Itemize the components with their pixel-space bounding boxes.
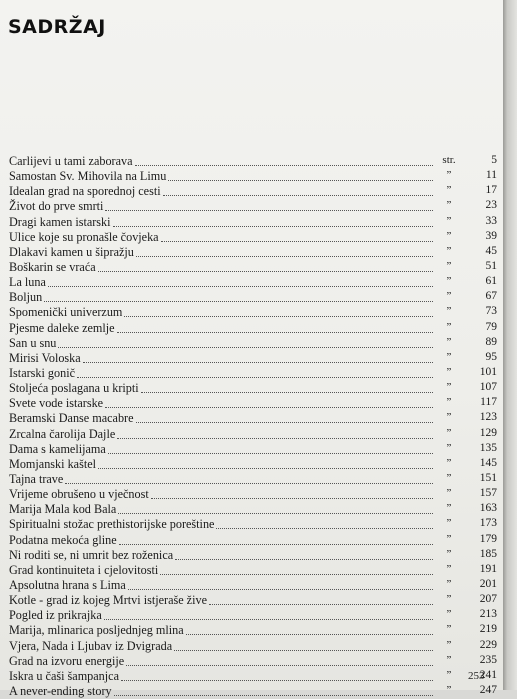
toc-entry bbox=[9, 351, 497, 366]
dot-leader bbox=[216, 526, 433, 529]
toc-entry-page-number: 89 bbox=[485, 335, 497, 348]
toc-entry-page-prefix: ” bbox=[446, 305, 452, 318]
toc-entry-page-number: 179 bbox=[479, 532, 497, 545]
toc-entry-page-number: 33 bbox=[485, 214, 497, 227]
toc-entry-page-prefix: ” bbox=[446, 638, 452, 651]
dot-leader bbox=[209, 602, 433, 605]
toc-entry-title: Tajna trave bbox=[9, 471, 64, 486]
toc-entry bbox=[9, 411, 497, 426]
toc-entry-page-number: 5 bbox=[491, 154, 497, 166]
toc-entry-page-prefix: ” bbox=[446, 608, 452, 621]
dot-leader bbox=[141, 390, 433, 393]
toc-entry bbox=[9, 154, 497, 169]
toc-entry-page-number: 219 bbox=[479, 623, 497, 636]
dot-leader bbox=[117, 436, 433, 439]
toc-entry-page-prefix: ” bbox=[446, 290, 452, 303]
toc-entry bbox=[9, 396, 497, 411]
toc-entry bbox=[9, 593, 497, 608]
toc-entry-title: Spomenički univerzum bbox=[9, 305, 123, 320]
toc-entry bbox=[9, 639, 497, 654]
toc-entry-page-prefix: ” bbox=[446, 411, 452, 424]
dot-leader bbox=[48, 284, 433, 287]
toc-entry bbox=[9, 366, 497, 381]
toc-entry-page-prefix: ” bbox=[446, 471, 452, 484]
toc-entry-title: Grad na izvoru energije bbox=[9, 653, 125, 668]
toc-entry bbox=[9, 684, 497, 699]
toc-entry-page-number: 229 bbox=[479, 638, 497, 651]
toc-entry bbox=[9, 184, 497, 199]
toc-entry bbox=[9, 457, 497, 472]
toc-entry-page-prefix: ” bbox=[446, 562, 452, 575]
toc-entry-page-number: 51 bbox=[485, 259, 497, 272]
dot-leader bbox=[108, 451, 433, 454]
toc-entry bbox=[9, 245, 497, 260]
toc-entry-title: Samostan Sv. Mihovila na Limu bbox=[9, 169, 167, 184]
toc-entry bbox=[9, 381, 497, 396]
dot-leader bbox=[105, 208, 433, 211]
dot-leader bbox=[98, 466, 433, 469]
toc-entry-title: Pogled iz prikrajka bbox=[9, 608, 102, 623]
toc-entry-page-prefix: ” bbox=[446, 229, 452, 242]
toc-entry bbox=[9, 502, 497, 517]
dot-leader bbox=[118, 511, 433, 514]
toc-entry bbox=[9, 623, 497, 638]
toc-entry-page-number: 173 bbox=[479, 517, 497, 530]
toc-entry bbox=[9, 321, 497, 336]
toc-entry-page-prefix: ” bbox=[446, 547, 452, 560]
toc-entry-title: Beramski Danse macabre bbox=[9, 411, 134, 426]
toc-entry-title: Dama s kamelijama bbox=[9, 441, 106, 456]
toc-entry bbox=[9, 472, 497, 487]
toc-entry-page-prefix: ” bbox=[446, 653, 452, 666]
toc-entry-page-prefix: ” bbox=[446, 668, 452, 681]
dot-leader bbox=[77, 375, 433, 378]
toc-entry-page-number: 201 bbox=[479, 577, 497, 590]
toc-entry-title: Iskra u čaši šampanjca bbox=[9, 668, 119, 683]
toc-entry-page-prefix: ” bbox=[446, 169, 452, 182]
toc-entry bbox=[9, 608, 497, 623]
toc-entry bbox=[9, 442, 497, 457]
toc-entry bbox=[9, 533, 497, 548]
dot-leader bbox=[136, 420, 433, 423]
toc-entry-page-number: 11 bbox=[485, 169, 497, 182]
toc-entry-page-number: 207 bbox=[479, 593, 497, 606]
toc-entry bbox=[9, 563, 497, 578]
toc-entry-page-number: 67 bbox=[485, 290, 497, 303]
toc-entry-page-prefix: ” bbox=[446, 577, 452, 590]
toc-entry-title: Carlijevi u tami zaborava bbox=[9, 154, 133, 168]
dot-leader bbox=[151, 496, 433, 499]
toc-entry-title: Zrcalna čarolija Dajle bbox=[9, 426, 116, 441]
toc-entry-page-prefix: ” bbox=[446, 275, 452, 288]
toc-entry-title: Momjanski kaštel bbox=[9, 456, 96, 471]
dot-leader bbox=[160, 572, 433, 575]
toc-entry-title: Ni roditi se, ni umrit bez roženica bbox=[9, 547, 174, 562]
toc-entry-page-number: 61 bbox=[485, 275, 497, 288]
toc-entry-page-number: 129 bbox=[479, 426, 497, 439]
toc-entry-page-number: 123 bbox=[479, 411, 497, 424]
toc-entry-page-prefix: ” bbox=[446, 365, 452, 378]
toc-entry bbox=[9, 275, 497, 290]
toc-entry bbox=[9, 578, 497, 593]
toc-entry-page-prefix: ” bbox=[446, 396, 452, 409]
toc-entry-title: San u snu bbox=[9, 335, 57, 350]
dot-leader bbox=[83, 360, 433, 363]
dot-leader bbox=[128, 587, 433, 590]
toc-entry-title: A never-ending story bbox=[9, 683, 112, 698]
toc-entry-title: Vrijeme obrušeno u vječnost bbox=[9, 487, 149, 502]
dot-leader bbox=[186, 632, 433, 635]
toc-entry-title: Apsolutna hrana s Lima bbox=[9, 577, 126, 592]
toc-entry-page-number: 95 bbox=[485, 350, 497, 363]
toc-entry-page-prefix: ” bbox=[446, 426, 452, 439]
toc-entry-page-number: 39 bbox=[485, 229, 497, 242]
toc-entry bbox=[9, 517, 497, 532]
dot-leader bbox=[136, 254, 433, 257]
page-number: 253 bbox=[468, 670, 485, 682]
toc-entry-page-number: 191 bbox=[479, 562, 497, 575]
dot-leader bbox=[98, 269, 433, 272]
toc-entry-title: Ulice koje su pronašle čovjeka bbox=[9, 229, 159, 244]
toc-entry-page-prefix: ” bbox=[446, 487, 452, 500]
toc-entry-title: Spiritualni stožac prethistorijske poreštine bbox=[9, 517, 215, 532]
toc-entry-title: Istarski gonič bbox=[9, 365, 76, 380]
dot-leader bbox=[44, 299, 433, 302]
toc-entry bbox=[9, 305, 497, 320]
toc-entry-page-prefix: ” bbox=[446, 381, 452, 394]
toc-entry-title: Boškarin se vraća bbox=[9, 259, 96, 274]
dot-leader bbox=[58, 345, 433, 348]
dot-leader bbox=[175, 557, 433, 560]
toc-entry-title: Mirisi Voloska bbox=[9, 350, 81, 365]
toc-entry-title: Boljun bbox=[9, 290, 43, 305]
toc-entry-page-number: 213 bbox=[479, 608, 497, 621]
toc-entry-page-number: 185 bbox=[479, 547, 497, 560]
toc-entry bbox=[9, 199, 497, 214]
toc-entry-page-number: 117 bbox=[480, 396, 497, 409]
toc-entry-page-prefix: ” bbox=[446, 320, 452, 333]
toc-entry-page-prefix: ” bbox=[446, 199, 452, 212]
toc-entry bbox=[9, 215, 497, 230]
toc-entry-page-prefix: ” bbox=[446, 623, 452, 636]
toc-entry bbox=[9, 230, 497, 245]
toc-entry-title: Marija Mala kod Bala bbox=[9, 502, 117, 517]
dot-leader bbox=[121, 678, 433, 681]
dot-leader bbox=[119, 542, 433, 545]
toc-entry-title: Idealan grad na sporednoj cesti bbox=[9, 184, 161, 199]
toc-entry-title: Podatna mekoća gline bbox=[9, 532, 117, 547]
toc-entry-title: Kotle - grad iz kojeg Mrtvi istjeraše žive bbox=[9, 593, 207, 608]
toc-entry-page-prefix: ” bbox=[446, 502, 452, 515]
toc-entry-page-prefix: ” bbox=[446, 214, 452, 227]
toc-entry-page-number: 157 bbox=[479, 487, 497, 500]
book-spine-shadow bbox=[503, 0, 517, 690]
toc-entry-page-prefix: ” bbox=[446, 184, 452, 197]
toc-entry-page-prefix: ” bbox=[446, 593, 452, 606]
dot-leader bbox=[163, 193, 433, 196]
toc-entry-title: La luna bbox=[9, 275, 46, 290]
dot-leader bbox=[117, 330, 433, 333]
toc-entry-page-number: 101 bbox=[479, 365, 497, 378]
toc-entry-page-prefix: ” bbox=[446, 441, 452, 454]
toc-entry-page-prefix: ” bbox=[446, 244, 452, 257]
toc-entry-page-number: 79 bbox=[485, 320, 497, 333]
dot-leader bbox=[113, 224, 433, 227]
toc-entry bbox=[9, 290, 497, 305]
dot-leader bbox=[161, 239, 433, 242]
toc-entry-page-number: 151 bbox=[479, 471, 497, 484]
toc-entry-page-number: 17 bbox=[485, 184, 497, 197]
toc-entry bbox=[9, 654, 497, 669]
dot-leader bbox=[65, 481, 433, 484]
toc-entry bbox=[9, 260, 497, 275]
toc-entry-title: Marija, mlinarica posljednjeg mlina bbox=[9, 623, 184, 638]
dot-leader bbox=[174, 648, 433, 651]
toc-entry bbox=[9, 669, 497, 684]
toc-entry-page-prefix: ” bbox=[446, 350, 452, 363]
toc-entry-page-number: 73 bbox=[485, 305, 497, 318]
dot-leader bbox=[135, 163, 433, 166]
toc-entry-title: Stoljeća poslagana u kripti bbox=[9, 381, 139, 396]
toc-entry bbox=[9, 427, 497, 442]
toc-entry-title: Vjera, Nada i Ljubav iz Dvigrada bbox=[9, 638, 173, 653]
dot-leader bbox=[105, 405, 433, 408]
toc-entry-page-prefix: ” bbox=[446, 517, 452, 530]
toc-entry-page-number: 107 bbox=[479, 381, 497, 394]
toc-entry-title: Život do prve smrti bbox=[9, 199, 104, 214]
toc-entry-title: Pjesme daleke zemlje bbox=[9, 320, 115, 335]
toc-entry-title: Grad kontinuiteta i cjelovitosti bbox=[9, 562, 159, 577]
dot-leader bbox=[114, 693, 433, 696]
page-title: SADRŽAJ bbox=[8, 16, 106, 38]
toc-entry-page-number: 241 bbox=[479, 668, 497, 681]
toc-entry-page-number: 45 bbox=[485, 244, 497, 257]
toc-entry-page-number: 135 bbox=[479, 441, 497, 454]
toc-entry-page-number: 247 bbox=[479, 683, 497, 696]
toc-entry-page-prefix: ” bbox=[446, 259, 452, 272]
toc-entry bbox=[9, 336, 497, 351]
toc-entry-title: Svete vode istarske bbox=[9, 396, 104, 411]
toc-entry-page-prefix: ” bbox=[446, 532, 452, 545]
toc-entry-page-prefix: str. bbox=[442, 154, 456, 166]
toc-entry-page-number: 23 bbox=[485, 199, 497, 212]
toc-entry bbox=[9, 169, 497, 184]
toc-entry-title: Dragi kamen istarski bbox=[9, 214, 111, 229]
table-of-contents bbox=[9, 154, 497, 699]
toc-entry-page-number: 145 bbox=[479, 456, 497, 469]
toc-entry-page-number: 235 bbox=[479, 653, 497, 666]
toc-entry-page-prefix: ” bbox=[446, 335, 452, 348]
toc-entry-page-prefix: ” bbox=[446, 683, 452, 696]
toc-entry-page-number: 163 bbox=[479, 502, 497, 515]
toc-entry-title: Dlakavi kamen u šipražju bbox=[9, 244, 134, 259]
dot-leader bbox=[124, 314, 433, 317]
toc-entry bbox=[9, 487, 497, 502]
dot-leader bbox=[126, 663, 433, 666]
dot-leader bbox=[168, 178, 433, 181]
dot-leader bbox=[104, 617, 433, 620]
toc-entry bbox=[9, 548, 497, 563]
toc-entry-page-prefix: ” bbox=[446, 456, 452, 469]
